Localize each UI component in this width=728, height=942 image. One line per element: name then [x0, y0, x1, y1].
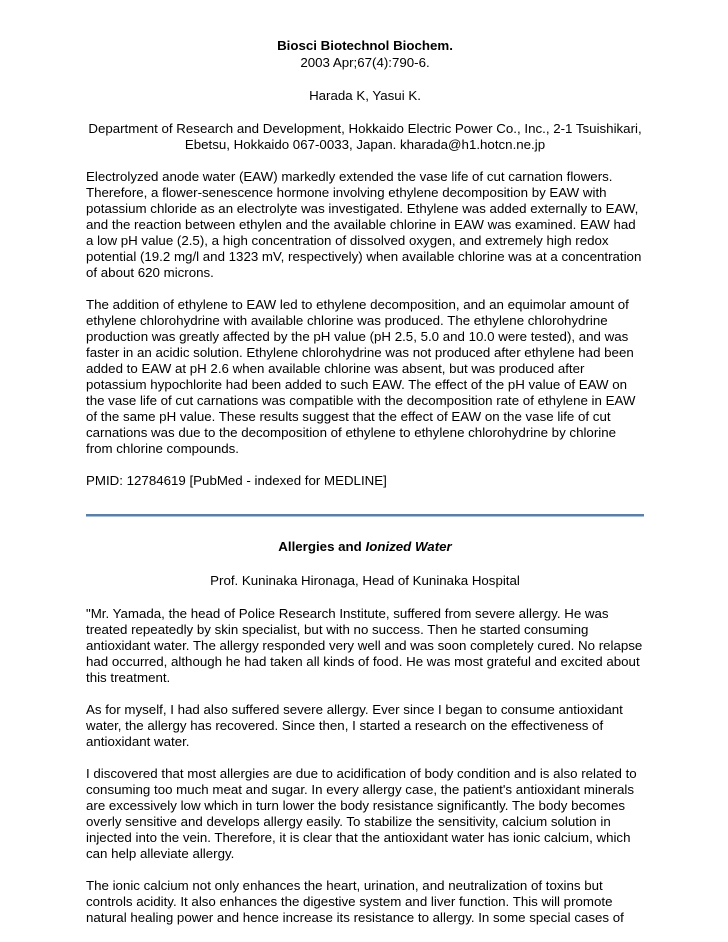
article-title-prefix: Allergies and	[278, 539, 366, 554]
abstract-paragraph-1: Electrolyzed anode water (EAW) markedly extended the vase life of cut carnation flowers. Therefore, a flower-senescence hormone involving ethylene decomposition by EAW with potassium chloride as an electrolyte was investigated. Ethylene was added externally to EAW, and the reaction between ethylen and the available chlorine in EAW was examined. EAW had a low pH value (2.5), a high concentration of dissolved oxygen, and extremely high redox potential (19.2 mg/l and 1323 mV, respectively) when available chlorine was at a concentration of about 620 microns.	[86, 169, 642, 280]
affiliation	[80, 121, 650, 153]
authors: Harada K, Yasui K.	[309, 88, 421, 103]
article-title-italic: Ionized Water	[365, 539, 452, 554]
article-paragraph-2: As for myself, I had also suffered severe allergy. Ever since I began to consume antioxidant water, the allergy has recovered. Since then, I started a research on the effectiveness of antioxidant water.	[86, 702, 623, 749]
article-paragraph-3: I discovered that most allergies are due to acidification of body condition and is also related to consuming too much meat and sugar. In every allergy case, the patient's antioxidant minerals are excessively low which in turn lower the body resistance significantly. The body becomes overly sensitive and develops allergy easily. To stabilize the sensitivity, calcium solution in injected into the vein. Therefore, it is clear that the antioxidant water has ionic calcium, which can help alleviate allergy.	[86, 766, 637, 861]
abstract-paragraph-2: The addition of ethylene to EAW led to ethylene decomposition, and an equimolar amount of ethylene chlorohydrine with available chlorine was produced. The ethylene chlorohydrine production was greatly affected by the pH value (pH 2.5, 5.0 and 10.0 were tested), and was faster in an acidic solution. Ethylene chlorohydrine was not produced after ethylene had been added to EAW at pH 2.6 when available chlorine was absent, but was produced after potassium hypochlorite had been added to such EAW. The effect of the pH value of EAW on the vase life of cut carnations was compatible with the decomposition rate of ethylene in EAW of the same pH value. These results suggest that the effect of EAW on the vase life of cut carnations was due to the decomposition of ethylene to ethylene chlorohydrine by chlorine from chlorine compounds.	[86, 297, 636, 456]
document-page	[86, 38, 644, 926]
article-title	[86, 539, 644, 555]
section-divider	[86, 514, 644, 517]
article-byline: Prof. Kuninaka Hironaga, Head of Kuninaka Hospital	[210, 573, 520, 588]
pmid-line: PMID: 12784619 [PubMed - indexed for MEDLINE]	[86, 473, 387, 488]
affiliation-line-1: Department of Research and Development, Hokkaido Electric Power Co., Inc., 2-1 Tsuishikari,	[88, 121, 642, 136]
citation-date: 2003 Apr;67(4):790-6.	[300, 55, 430, 70]
affiliation-line-2: Ebetsu, Hokkaido 067-0033, Japan. kharada@h1.hotcn.ne.jp	[184, 137, 546, 152]
journal-name: Biosci Biotechnol Biochem.	[277, 38, 453, 53]
article-paragraph-1: "Mr. Yamada, the head of Police Research Institute, suffered from severe allergy. He was treated repeatedly by skin specialist, but with no success. Then he started consuming antioxidant water. The allergy responded very well and was soon completely cured. No relapse had occurred, although he had taken all kinds of food. He was most grateful and excited about this treatment.	[86, 606, 643, 685]
article-paragraph-4: The ionic calcium not only enhances the heart, urination, and neutralization of toxins but controls acidity. It also enhances the digestive system and liver function. This will promote natural healing power and hence increase its resistance to allergy. In some special cases of	[86, 878, 624, 925]
